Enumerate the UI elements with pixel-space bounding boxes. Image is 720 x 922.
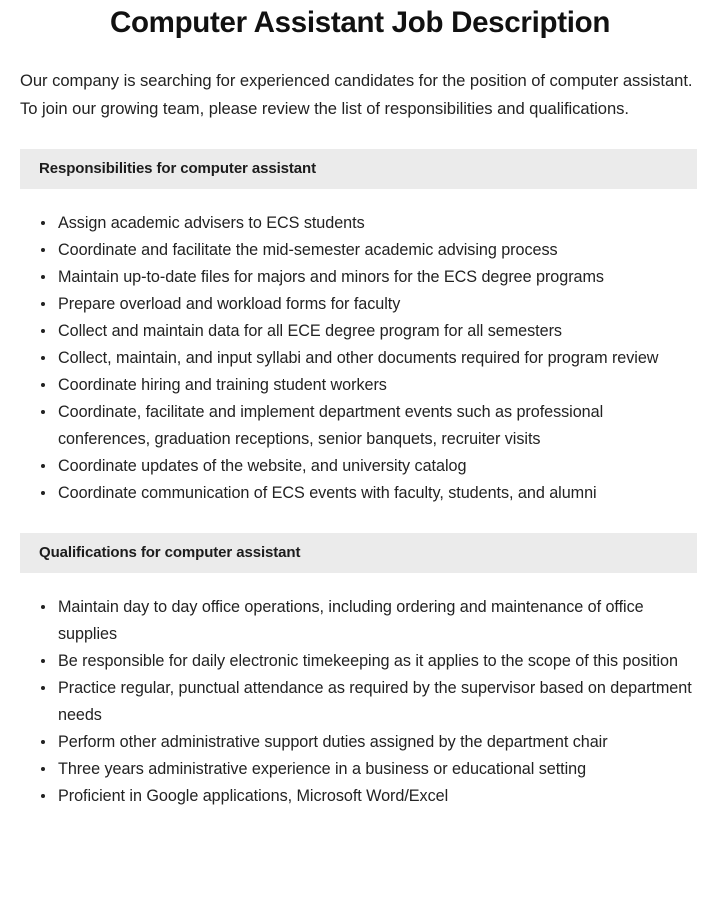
list-item-text: Practice regular, punctual attendance as required by the supervisor based on department needs	[58, 679, 692, 724]
section-heading-label: Responsibilities for computer assistant	[39, 160, 316, 177]
list-item	[0, 480, 720, 507]
bullet-icon	[41, 275, 45, 279]
list-item	[0, 594, 720, 648]
list-item	[0, 237, 720, 264]
list-item-text: Coordinate and facilitate the mid-semester academic advising process	[58, 241, 558, 259]
bullet-icon	[41, 767, 45, 771]
spacer	[0, 573, 720, 594]
bullet-icon	[41, 605, 45, 609]
section-header-responsibilities	[20, 149, 697, 189]
bullet-icon	[41, 329, 45, 333]
spacer	[0, 810, 720, 822]
list-item	[0, 783, 720, 810]
list-item-text: Coordinate, facilitate and implement department events such as professional conferences, graduation receptions, senior banquets, recruiter visits	[58, 403, 604, 448]
list-item-text: Coordinate hiring and training student workers	[58, 376, 387, 394]
bullet-icon	[41, 410, 45, 414]
list-item-text: Maintain day to day office operations, including ordering and maintenance of office supplies	[58, 598, 644, 643]
bullet-icon	[41, 221, 45, 225]
list-item-text: Maintain up-to-date files for majors and minors for the ECS degree programs	[58, 268, 604, 286]
bullet-icon	[41, 248, 45, 252]
bullet-icon	[41, 356, 45, 360]
list-item	[0, 372, 720, 399]
list-item-text: Assign academic advisers to ECS students	[58, 214, 365, 232]
list-item-text: Prepare overload and workload forms for faculty	[58, 295, 401, 313]
list-item	[0, 318, 720, 345]
spacer	[0, 507, 720, 533]
list-item-text: Perform other administrative support duties assigned by the department chair	[58, 733, 608, 751]
list-item	[0, 399, 720, 453]
section-qualifications	[0, 533, 720, 810]
qualifications-list	[0, 594, 720, 810]
list-item	[0, 264, 720, 291]
spacer	[0, 189, 720, 210]
bullet-icon	[41, 794, 45, 798]
bullet-icon	[41, 740, 45, 744]
bullet-icon	[41, 491, 45, 495]
list-item	[0, 675, 720, 729]
list-item-text: Be responsible for daily electronic timekeeping as it applies to the scope of this position	[58, 652, 678, 670]
bullet-icon	[41, 686, 45, 690]
list-item	[0, 648, 720, 675]
bullet-icon	[41, 383, 45, 387]
list-item-text: Proficient in Google applications, Microsoft Word/Excel	[58, 787, 449, 805]
list-item	[0, 345, 720, 372]
list-item	[0, 453, 720, 480]
page-title: Computer Assistant Job Description	[109, 6, 611, 39]
spacer	[0, 123, 720, 149]
list-item-text: Collect and maintain data for all ECE degree program for all semesters	[58, 322, 562, 340]
list-item	[0, 756, 720, 783]
list-item-text: Three years administrative experience in a business or educational setting	[58, 760, 587, 778]
list-item	[0, 291, 720, 318]
bullet-icon	[41, 302, 45, 306]
intro-paragraph: Our company is searching for experienced candidates for the position of computer assistant. To join our growing team, please review the list of responsibilities and qualifications.	[20, 71, 693, 118]
bullet-icon	[41, 659, 45, 663]
bullet-icon	[41, 464, 45, 468]
responsibilities-list	[0, 210, 720, 507]
section-header-qualifications	[20, 533, 697, 573]
section-responsibilities	[0, 149, 720, 507]
list-item-text: Collect, maintain, and input syllabi and other documents required for program review	[58, 349, 659, 367]
list-item	[0, 210, 720, 237]
section-heading-label: Qualifications for computer assistant	[39, 544, 301, 561]
list-item-text: Coordinate communication of ECS events with faculty, students, and alumni	[58, 484, 597, 502]
list-item-text: Coordinate updates of the website, and university catalog	[58, 457, 467, 475]
list-item	[0, 729, 720, 756]
